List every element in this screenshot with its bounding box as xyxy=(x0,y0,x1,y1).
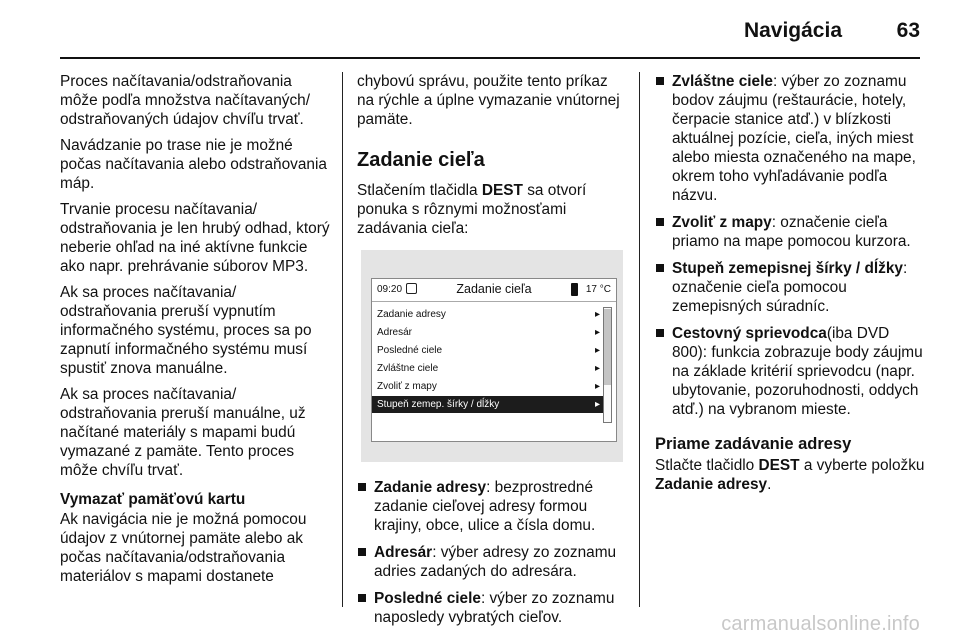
bullet-text: : výber adresy zo zoznamu adries zadaných do adresára. xyxy=(374,544,617,580)
bullet-term: Posledné ciele xyxy=(374,590,481,607)
bullet-item xyxy=(655,213,927,251)
bullet-item xyxy=(357,589,627,627)
bullet-item xyxy=(357,543,627,581)
bullet-term: Zvoliť z mapy xyxy=(672,214,772,231)
bullet-text: (iba DVD 800): funkcia zobrazuje body záujmu na základe kritérií sprievodcu (napr. ubytovanie, pozoruhodnosti, oddych atď.) na vybranom mieste. xyxy=(672,325,923,418)
subheading: Vymazať pamäťovú kartu xyxy=(60,491,246,508)
display-screen xyxy=(371,278,617,442)
menu-item-label: Adresár xyxy=(377,327,413,338)
clock: 09:20 xyxy=(377,284,403,295)
temperature: 17 °C xyxy=(585,284,611,295)
bullet-list xyxy=(655,72,927,419)
chevron-right-icon: ▸ xyxy=(594,327,600,338)
bullet-square-icon xyxy=(656,218,664,226)
page-title: Navigácia xyxy=(743,19,842,42)
bullet-text: : označenie cieľa priamo na mape pomocou kurzora. xyxy=(672,214,911,250)
chevron-right-icon: ▸ xyxy=(594,363,600,374)
text: sa otvorí ponuka s rôznymi možnosťami zadávania cieľa: xyxy=(357,182,587,237)
phone-icon xyxy=(571,283,578,296)
bullet-square-icon xyxy=(358,548,366,556)
screen-figure xyxy=(361,250,623,462)
text: Stlačením tlačidla xyxy=(357,182,482,199)
bullet-term: Stupeň zemepisnej šírky / dĺžky xyxy=(672,260,903,277)
chevron-right-icon: ▸ xyxy=(594,399,600,410)
screen-status-bar xyxy=(372,279,616,302)
text: . xyxy=(767,476,772,493)
paragraph: Ak sa proces načítavania/ odstraňovania preruší vypnutím informačného systému, proces sa po zapnutí informačného systému musí spustiť znova manuálne. xyxy=(60,284,312,377)
scrollbar[interactable] xyxy=(603,307,612,423)
section-title: Zadanie cieľa xyxy=(357,149,485,171)
chevron-right-icon: ▸ xyxy=(594,345,600,356)
bullet-text: : výber zo zoznamu bodov záujmu (reštaurácie, hotely, čerpacie stanice atď.) v blízkosti aktuálnej pozície, cieľa, iných miest alebo miesta označeného na mape, okrem toho vyhľadávanie podľa názvu. xyxy=(672,73,916,204)
text-column-2 xyxy=(357,72,627,635)
column-divider xyxy=(342,72,343,607)
watermark: carmanualsonline.info xyxy=(721,613,920,635)
menu-item-label: Posledné ciele xyxy=(377,345,443,356)
bullet-text: : bezprostredné zadanie cieľovej adresy formou krajiny, obce, ulice a čísla domu. xyxy=(374,479,596,534)
menu-item[interactable] xyxy=(372,342,604,359)
subheading: Priame zadávanie adresy xyxy=(655,435,852,453)
page-number: 63 xyxy=(896,19,920,42)
menu-item-label: Zadanie adresy xyxy=(377,309,446,320)
column-divider xyxy=(639,72,640,607)
key-label: DEST xyxy=(481,182,523,199)
scrollbar-thumb[interactable] xyxy=(604,309,611,385)
text: a vyberte položku xyxy=(799,457,925,474)
bullet-item xyxy=(655,72,927,205)
key-label: DEST xyxy=(758,457,800,474)
paragraph: Ak navigácia nie je možná pomocou údajov z vnútornej pamäte alebo ak počas načítavania/odstraňovania materiálov s mapami dostanete xyxy=(60,511,307,585)
paragraph: chybovú správu, použite tento príkaz na rýchle a úplne vymazanie vnútornej pamäte. xyxy=(357,73,620,128)
menu-item[interactable] xyxy=(372,378,604,395)
bullet-item xyxy=(357,478,627,535)
menu-item-term: Zadanie adresy xyxy=(655,476,768,493)
bullet-square-icon xyxy=(656,329,664,337)
menu-item[interactable] xyxy=(372,396,604,413)
bullet-text: : označenie cieľa pomocou zemepisných súradníc. xyxy=(672,260,908,315)
paragraph xyxy=(655,456,927,494)
bullet-square-icon xyxy=(656,264,664,272)
text: Stlačte tlačidlo xyxy=(655,457,759,474)
chevron-right-icon: ▸ xyxy=(594,381,600,392)
paragraph: Navádzanie po trase nie je možné počas načítavania alebo odstraňovania máp. xyxy=(60,137,327,192)
bullet-item xyxy=(655,259,927,316)
menu-item[interactable] xyxy=(372,324,604,341)
bullet-term: Zvláštne ciele xyxy=(672,73,773,90)
bullet-list xyxy=(357,478,627,627)
menu-item-label: Zvláštne ciele xyxy=(377,363,439,374)
paragraph: Trvanie procesu načítavania/ odstraňovania je len hrubý odhad, ktorý neberie ohľad na iné aktívne funkcie ako napr. prehrávanie súborov MP3. xyxy=(60,201,330,275)
text-column-1 xyxy=(60,72,330,593)
paragraph: Proces načítavania/odstraňovania môže podľa množstva načítavaných/ odstraňovaných údajov chvíľu trvať. xyxy=(60,73,311,128)
bullet-square-icon xyxy=(358,594,366,602)
bullet-term: Zadanie adresy xyxy=(374,479,487,496)
menu-item-label: Zvoliť z mapy xyxy=(377,381,437,392)
bullet-square-icon xyxy=(358,483,366,491)
page-header xyxy=(0,0,960,62)
chevron-right-icon: ▸ xyxy=(594,309,600,320)
menu-item[interactable] xyxy=(372,306,604,323)
bullet-square-icon xyxy=(656,77,664,85)
bullet-term: Adresár xyxy=(374,544,433,561)
menu-list xyxy=(372,306,604,414)
text-column-3 xyxy=(655,72,927,501)
screen-title: Zadanie cieľa xyxy=(456,282,532,296)
menu-item-label: Stupeň zemep. šírky / dĺžky xyxy=(377,399,500,410)
bullet-term: Cestovný sprievodca xyxy=(672,325,827,342)
bullet-text: : výber zo zoznamu naposledy vybratých cieľov. xyxy=(374,590,615,626)
bullet-item xyxy=(655,324,927,419)
header-rule xyxy=(60,57,920,59)
paragraph: Ak sa proces načítavania/ odstraňovania preruší manuálne, už načítané materiály s mapami budú vymazané z pamäte. Tento proces môže chvíľu trvať. xyxy=(60,386,306,479)
menu-item[interactable] xyxy=(372,360,604,377)
paragraph xyxy=(357,181,627,238)
